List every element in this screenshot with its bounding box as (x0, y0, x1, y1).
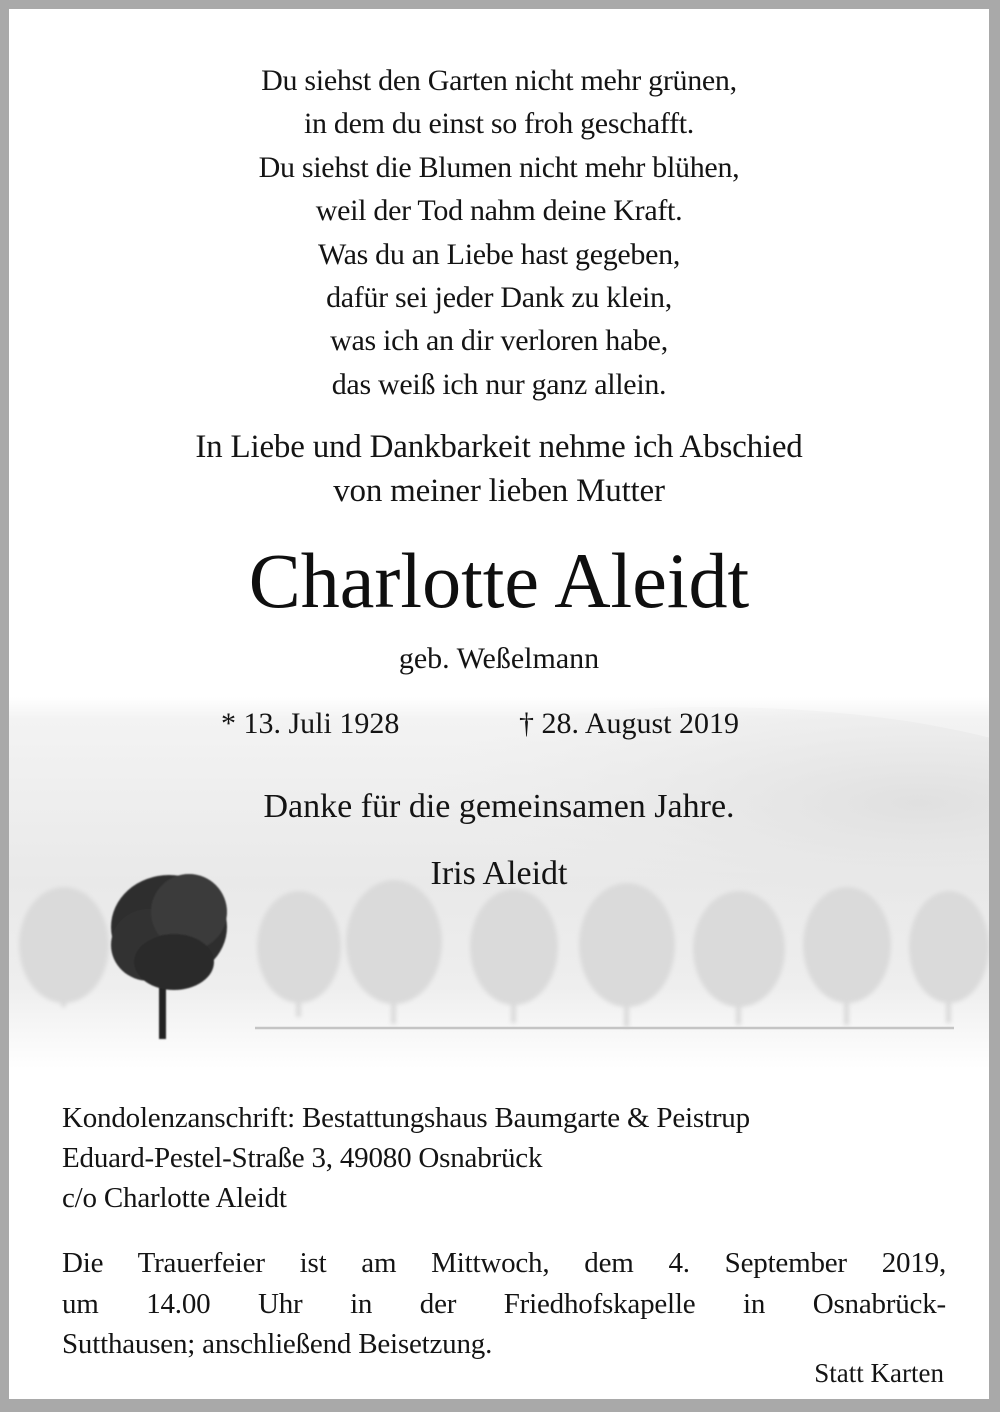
ceremony-line: um 14.00 Uhr in der Friedhofskapelle in Osnabrück- (62, 1287, 946, 1320)
poem-line: in dem du einst so froh geschafft. (304, 107, 694, 141)
intro-line: In Liebe und Dankbarkeit nehme ich Abschied (195, 429, 803, 465)
poem-line: weil der Tod nahm deine Kraft. (315, 194, 683, 228)
address-line: Kondolenzanschrift: Bestattungshaus Baumgarte & Peistrup (62, 1102, 750, 1134)
thanks-line: Danke für die gemeinsamen Jahre. (263, 788, 735, 825)
poem-line: dafür sei jeder Dank zu klein, (326, 281, 672, 315)
signer-name: Iris Aleidt (430, 855, 568, 892)
poem (9, 59, 989, 406)
death-date: † 28. August 2019 (519, 707, 740, 740)
intro-line: von meiner lieben Mutter (333, 473, 665, 509)
address-line: Eduard-Pestel-Straße 3, 49080 Osnabrück (62, 1142, 543, 1174)
address-line: c/o Charlotte Aleidt (62, 1182, 287, 1214)
poem-line: Was du an Liebe hast gegeben, (317, 237, 681, 271)
funeral-ceremony-info (62, 1243, 946, 1365)
poem-line: was ich an dir verloren habe, (330, 324, 668, 358)
poem-line: Du siehst den Garten nicht mehr grünen, (261, 64, 737, 97)
ceremony-line: Die Trauerfeier ist am Mittwoch, dem 4. September 2019, (62, 1247, 946, 1279)
farewell-intro (9, 425, 989, 513)
birth-name: geb. Weßelmann (398, 642, 600, 675)
obituary-notice (9, 9, 989, 1399)
poem-line: Du siehst die Blumen nicht mehr blühen, (258, 150, 740, 184)
ceremony-line: Sutthausen; anschließend Beisetzung. (62, 1328, 493, 1360)
statt-karten-note: Statt Karten (814, 1358, 944, 1388)
deceased-name: Charlotte Aleidt (248, 537, 750, 624)
poem-line: das weiß ich nur ganz allein. (331, 367, 667, 401)
birth-date: * 13. Juli 1928 (221, 707, 400, 740)
condolence-address (62, 1098, 750, 1218)
